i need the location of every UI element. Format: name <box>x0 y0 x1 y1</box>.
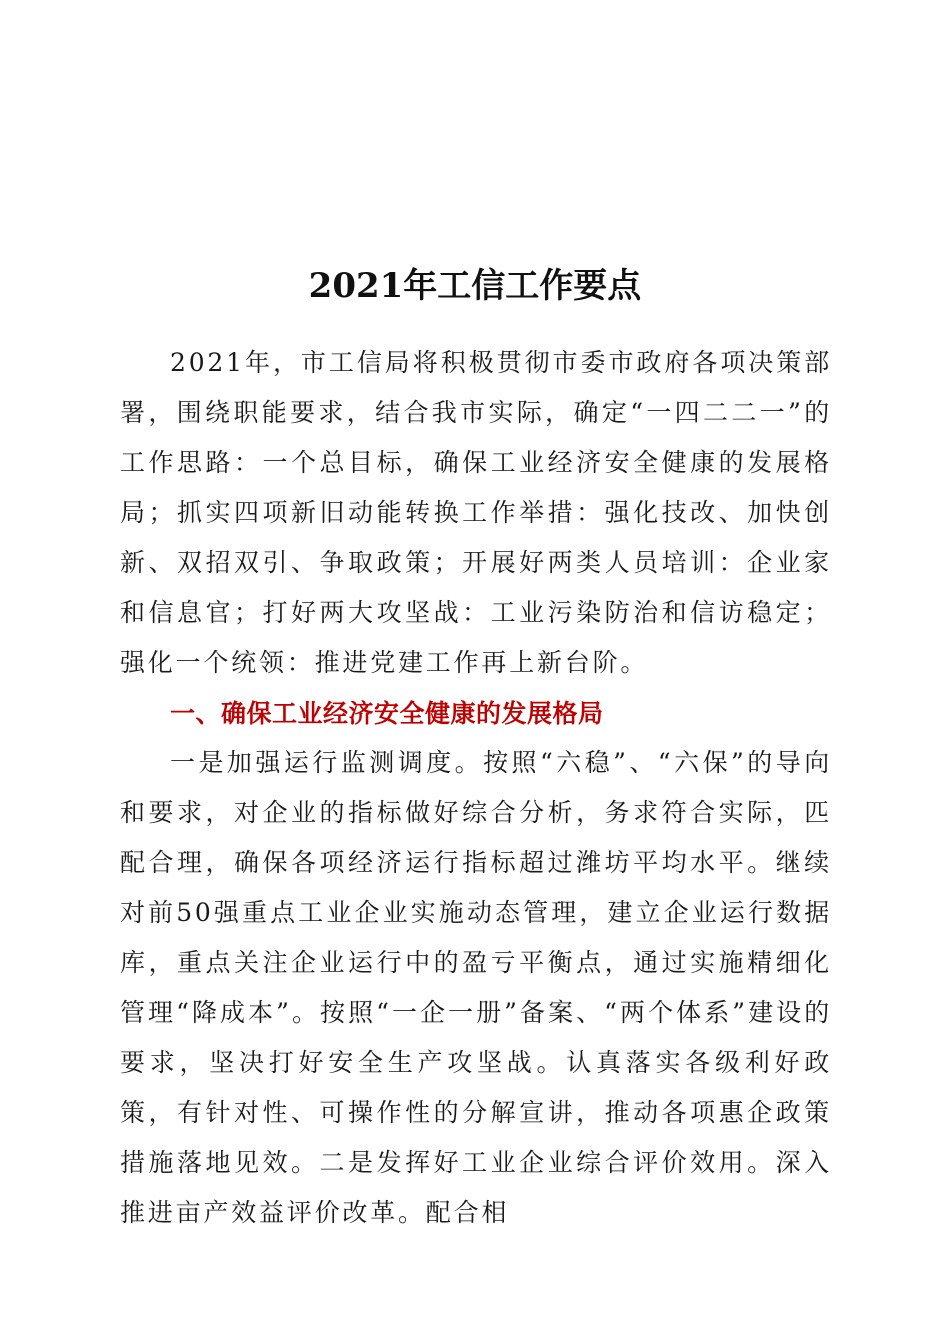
intro-paragraph: 2021年，市工信局将积极贯彻市委市政府各项决策部署，围绕职能要求，结合我市实际，确定“一四二二一”的工作思路：一个总目标，确保工业经济安全健康的发展格局；抓实四项新旧动能转换工作举措：强化技改、加快创新、双招双引、争取政策；开展好两类人员培训：企业家和信息官；打好两大攻坚战：工业污染防治和信访稳定；强化一个统领：推进党建工作再上新台阶。 <box>120 348 832 677</box>
section-1-paragraph: 一是加强运行监测调度。按照“六稳”、“六保”的导向和要求，对企业的指标做好综合分析，务求符合实际，匹配合理，确保各项经济运行指标超过潍坊平均水平。继续对前50强重点工业企业实施动态管理，建立企业运行数据库，重点关注企业运行中的盈亏平衡点，通过实施精细化管理“降成本”。按照“一企一册”备案、“两个体系”建设的要求，坚决打好安全生产攻坚战。认真落实各级利好政策，有针对性、可操作性的分解宣讲，推动各项惠企政策措施落地见效。二是发挥好工业企业综合评价效用。深入推进亩产效益评价改革。配合相 <box>120 748 832 1227</box>
section-heading-1: 一、确保工业经济安全健康的发展格局 <box>170 699 604 728</box>
document-title: 2021年工信工作要点 <box>308 266 642 306</box>
